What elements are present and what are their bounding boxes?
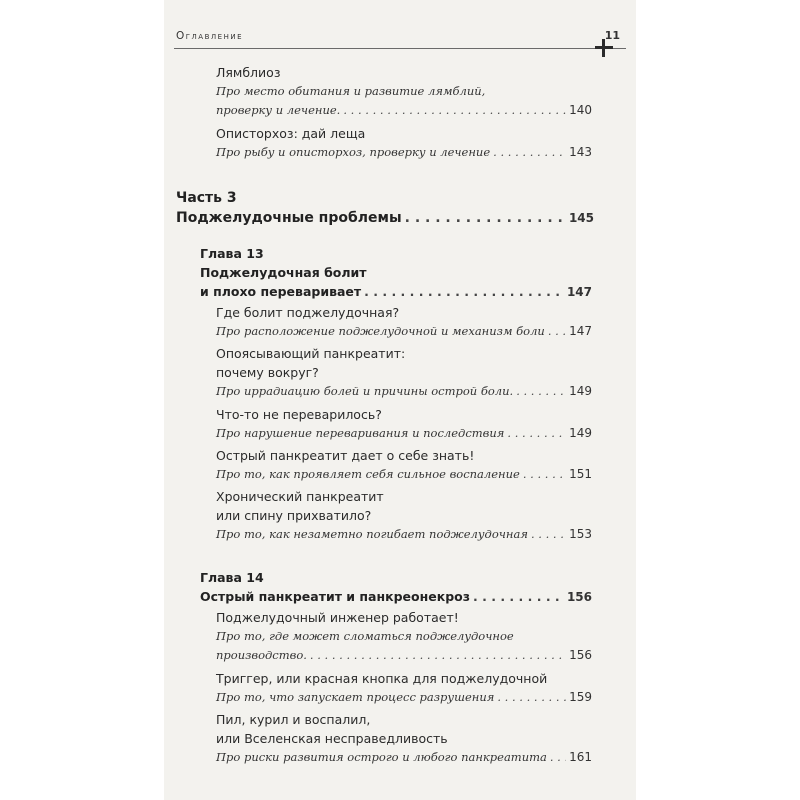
entry-page-number: 147	[569, 324, 592, 338]
entry-title: Где болит поджелудочная?	[216, 305, 400, 320]
dot-leader	[473, 587, 564, 606]
part-title: Поджелудочные проблемы	[176, 210, 402, 226]
dot-leader	[497, 688, 566, 707]
entry-title: Поджелудочный инженер работает!	[216, 610, 459, 625]
toc-entry	[216, 669, 592, 707]
plus-mark-icon	[592, 36, 616, 60]
dot-leader	[550, 748, 566, 767]
entry-page-number: 153	[569, 527, 592, 541]
entry-description: Про то, как незаметно погибает поджелудочная	[216, 527, 528, 541]
entry-leader-line	[216, 382, 592, 401]
entry-leader-line	[216, 646, 592, 665]
toc-entry	[216, 405, 592, 443]
entry-page-number: 161	[569, 750, 592, 764]
entry-page-number: 156	[569, 648, 592, 662]
entry-leader-line	[216, 465, 592, 484]
entry-title: Острый панкреатит дает о себе знать!	[216, 448, 475, 463]
dot-leader	[523, 465, 566, 484]
dot-leader	[493, 143, 566, 162]
entry-title: Лямблиоз	[216, 65, 281, 80]
entry-title: или Вселенская несправедливость	[216, 731, 448, 746]
entry-leader-line	[216, 688, 592, 707]
toc-entry	[216, 446, 592, 484]
chapter-leader-line	[200, 282, 592, 301]
entry-page-number: 149	[569, 426, 592, 440]
entry-leader-line	[216, 143, 592, 162]
toc-chapter	[200, 568, 592, 606]
entry-description: Про рыбу и описторхоз, проверку и лечение	[216, 145, 491, 159]
entry-page-number: 149	[569, 384, 592, 398]
entry-title: Триггер, или красная кнопка для поджелудочной	[216, 671, 548, 686]
dot-leader	[548, 322, 566, 341]
book-page	[164, 0, 636, 800]
toc-entry	[216, 303, 592, 341]
entry-description: Про место обитания и развитие лямблий,	[216, 84, 486, 98]
entry-leader-line	[216, 101, 592, 120]
entry-title: или спину прихватило?	[216, 508, 372, 523]
dot-leader	[364, 282, 564, 301]
entry-leader-line	[216, 424, 592, 443]
entry-title: почему вокруг?	[216, 365, 319, 380]
entry-page-number: 143	[569, 145, 592, 159]
part-leader-line	[176, 208, 594, 228]
toc-part	[176, 188, 594, 228]
entry-page-number: 159	[569, 690, 592, 704]
entry-title: Хронический панкреатит	[216, 489, 384, 504]
chapter-title: Острый панкреатит и панкреонекроз	[200, 589, 471, 604]
dot-leader	[310, 646, 566, 665]
entry-page-number: 140	[569, 103, 592, 117]
entry-title: Описторхоз: дай леща	[216, 126, 366, 141]
entry-description: Про то, как проявляет себя сильное воспаление	[216, 467, 520, 481]
header-page-number: 11	[604, 29, 620, 42]
chapter-leader-line	[200, 587, 592, 606]
entry-description: Про нарушение переваривания и последствия	[216, 426, 505, 440]
dot-leader	[516, 382, 566, 401]
dot-leader	[343, 101, 566, 120]
entry-leader-line	[216, 322, 592, 341]
chapter-page-number: 156	[566, 590, 592, 604]
part-label: Часть 3	[176, 190, 237, 206]
entry-description: Про то, где может сломаться поджелудочное	[216, 629, 514, 643]
toc-entry	[216, 608, 592, 665]
toc-entry	[216, 344, 592, 401]
toc-entry	[216, 710, 592, 767]
running-header	[174, 30, 626, 49]
toc-entry	[216, 487, 592, 544]
entry-description: Про риски развития острого и любого панкреатита	[216, 750, 547, 764]
dot-leader	[507, 424, 566, 443]
entry-description: Про расположение поджелудочной и механизм боли	[216, 324, 545, 338]
chapter-label: Глава 13	[200, 246, 264, 261]
entry-title: Что-то не переварилось?	[216, 407, 382, 422]
header-title: Оглавление	[176, 30, 243, 42]
toc-entry	[216, 124, 592, 162]
entry-description: Про иррадиацию болей и причины острой боли.	[216, 384, 514, 398]
entry-leader-line	[216, 748, 592, 767]
entry-description: проверку и лечение.	[216, 103, 341, 117]
entry-page-number: 151	[569, 467, 592, 481]
entry-title: Опоясывающий панкреатит:	[216, 346, 406, 361]
part-page-number: 145	[568, 211, 594, 225]
dot-leader	[531, 525, 566, 544]
entry-leader-line	[216, 525, 592, 544]
chapter-title: Поджелудочная болит	[200, 265, 367, 280]
dot-leader	[405, 208, 566, 228]
entry-description: Про то, что запускает процесс разрушения	[216, 690, 495, 704]
toc-entry	[216, 63, 592, 120]
entry-description: производство.	[216, 648, 307, 662]
entry-title: Пил, курил и воспалил,	[216, 712, 371, 727]
chapter-page-number: 147	[566, 285, 592, 299]
toc-chapter	[200, 244, 592, 301]
chapter-title: и плохо переваривает	[200, 284, 362, 299]
chapter-label: Глава 14	[200, 570, 264, 585]
